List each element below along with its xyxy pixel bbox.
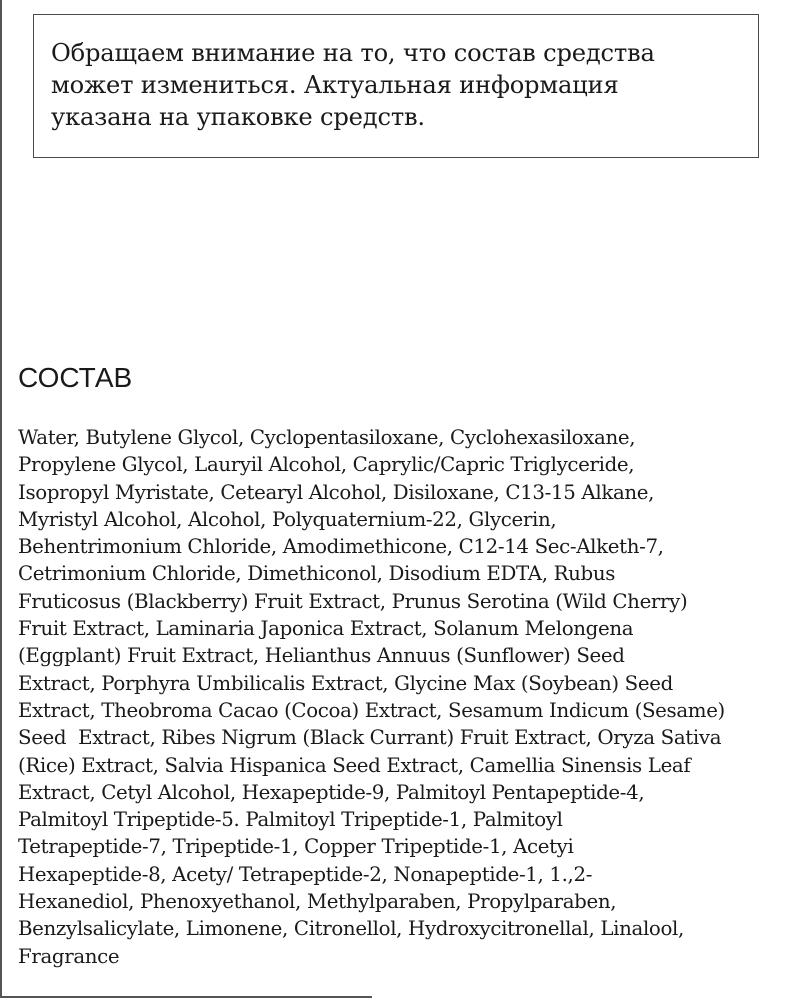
notice-box bbox=[33, 14, 759, 158]
ingredients-list: Water, Butylene Glycol, Cyclopentasiloxane, Cyclohexasiloxane, Propylene Glycol, Lauryil Alcohol, Caprylic/Capric Triglyceride, Isopropyl Myristate, Cetearyl Alcohol, Disiloxane, C13-15 Alkane, Myristyl Alcohol, Alcohol, Polyquaternium-22, Glycerin, Behentrimonium Chloride, Amodimethicone, C12-14 Sec-Alketh-7, Cetrimonium Chloride, Dimethiconol, Disodium EDTA, Rubus Fruticosus (Blackberry) Fruit Extract, Prunus Serotina (Wild Cherry) Fruit Extract, Laminaria Japonica Extract, Solanum Melongena (Eggplant) Fruit Extract, Helianthus Annuus (Sunflower) Seed Extract, Porphyra Umbilicalis Extract, Glycine Max (Soybean) Seed Extract, Theobroma Cacao (Cocoa) Extract, Sesamum Indicum (Sesame) Seed Extract, Ribes Nigrum (Black Currant) Fruit Extract, Oryza Sativa (Rice) Extract, Salvia Hispanica Seed Extract, Camellia Sinensis Leaf Extract, Cetyl Alcohol, Hexapeptide-9, Palmitoyl Pentapeptide-4, Palmitoyl Tripeptide-5. Palmitoyl Tripeptide-1, Palmitoyl Tetrapeptide-7, Tripeptide-1, Copper Tripeptide-1, Acetyi Hexapeptide-8, Acety/ Tetrapeptide-2, Nonapeptide-1, 1.,2- Hexanediol, Phenoxyethanol, Methylparaben, Propylparaben, Benzylsalicylate, Limonene, Citronellol, Hydroxycitronellal, Linalool, Fragrance bbox=[18, 426, 725, 968]
left-border-line bbox=[0, 0, 2, 997]
notice-text: Обращаем внимание на то, что состав средства может измениться. Актуальная информация указана на упаковке средств. bbox=[51, 39, 655, 131]
bottom-border-line bbox=[0, 996, 372, 998]
composition-heading: СОСТАВ bbox=[18, 362, 133, 393]
